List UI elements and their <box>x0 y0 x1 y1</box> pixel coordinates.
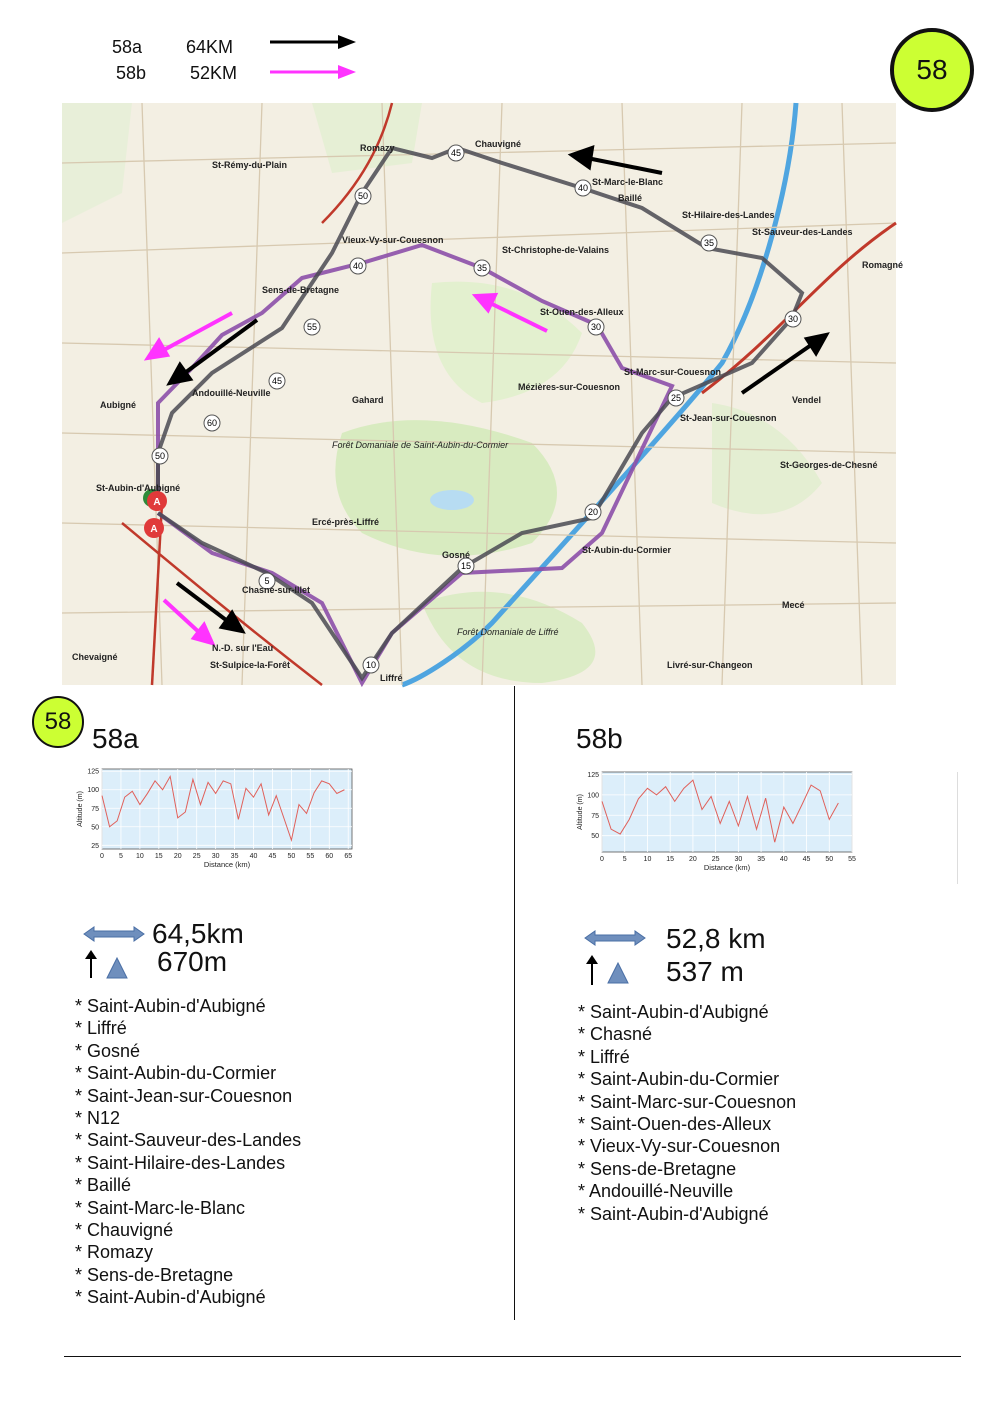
x-tick-label: 50 <box>825 856 834 863</box>
route-map[interactable] <box>62 103 904 685</box>
map-illustration <box>62 103 904 685</box>
x-tick-label: 5 <box>622 856 627 863</box>
list-item: * Saint-Aubin-du-Cormier <box>75 1062 301 1084</box>
svg-text:Chauvigné: Chauvigné <box>475 139 522 149</box>
legend-code-58b: 58b <box>116 63 147 83</box>
svg-text:30: 30 <box>590 322 602 332</box>
elevation-icon <box>83 950 133 980</box>
x-tick-label: 40 <box>249 853 258 860</box>
route-a-distance: 64,5km <box>152 918 244 949</box>
chart-edge-divider <box>957 772 958 884</box>
svg-text:St-Marc-sur-Couesnon: St-Marc-sur-Couesnon <box>624 367 722 377</box>
svg-text:50: 50 <box>357 191 369 201</box>
svg-text:Ercé-près-Liffré: Ercé-près-Liffré <box>312 517 380 527</box>
x-tick-label: 30 <box>211 853 220 860</box>
list-item: * Saint-Aubin-d'Aubigné <box>578 1001 796 1023</box>
x-tick-label: 65 <box>344 853 353 860</box>
list-item: * Saint-Aubin-du-Cormier <box>578 1068 796 1090</box>
y-tick-label: 125 <box>587 771 599 779</box>
svg-text:45: 45 <box>450 148 462 158</box>
x-tick-label: 20 <box>689 856 697 863</box>
x-tick-label: 30 <box>734 856 743 863</box>
list-item: * Liffré <box>75 1017 301 1039</box>
svg-text:Mecé: Mecé <box>782 600 805 610</box>
x-tick-label: 15 <box>154 853 163 860</box>
svg-text:10: 10 <box>365 660 377 670</box>
route-number-badge: 58 <box>890 28 974 112</box>
list-item: * Liffré <box>578 1046 796 1068</box>
svg-text:40: 40 <box>352 261 364 271</box>
list-item: * Saint-Aubin-d'Aubigné <box>578 1203 796 1225</box>
list-item: * Saint-Aubin-d'Aubigné <box>75 1286 301 1308</box>
svg-text:35: 35 <box>703 238 715 248</box>
svg-text:St-Jean-sur-Couesnon: St-Jean-sur-Couesnon <box>680 413 777 423</box>
plot-area <box>602 772 852 852</box>
x-tick-label: 0 <box>100 853 104 860</box>
svg-text:A: A <box>150 524 158 535</box>
x-tick-label: 10 <box>135 853 144 860</box>
route-number-badge-small: 58 <box>32 696 84 748</box>
column-divider <box>514 686 515 1320</box>
list-item: * Vieux-Vy-sur-Couesnon <box>578 1135 796 1157</box>
svg-text:15: 15 <box>460 561 472 571</box>
list-item: * Saint-Hilaire-des-Landes <box>75 1152 301 1174</box>
svg-text:35: 35 <box>476 263 488 273</box>
svg-text:Andouillé-Neuville: Andouillé-Neuville <box>192 388 271 398</box>
list-item: * Saint-Sauveur-des-Landes <box>75 1129 301 1151</box>
x-tick-label: 25 <box>711 856 720 863</box>
y-tick-label: 125 <box>87 768 99 776</box>
svg-text:Forêt Domaniale de Liffré: Forêt Domaniale de Liffré <box>457 627 559 637</box>
route-b-title: 58b <box>576 723 623 754</box>
svg-text:St-Georges-de-Chesné: St-Georges-de-Chesné <box>780 460 878 470</box>
svg-text:St-Sauveur-des-Landes: St-Sauveur-des-Landes <box>752 227 853 237</box>
x-tick-label: 60 <box>325 853 334 860</box>
legend-arrow-black-icon <box>268 32 360 52</box>
y-axis-label: Altitude (m) <box>77 791 84 827</box>
list-item: * Saint-Ouen-des-Alleux <box>578 1113 796 1135</box>
svg-text:60: 60 <box>206 418 218 428</box>
svg-text:20: 20 <box>587 507 599 517</box>
legend-code-58a: 58a <box>112 37 143 57</box>
svg-text:St-Christophe-de-Valains: St-Christophe-de-Valains <box>502 245 610 255</box>
list-item: * Saint-Marc-sur-Couesnon <box>578 1091 796 1113</box>
y-tick-label: 50 <box>91 824 99 832</box>
list-item: * Saint-Aubin-d'Aubigné <box>75 995 301 1017</box>
svg-text:50: 50 <box>154 451 166 461</box>
svg-text:Gahard: Gahard <box>352 395 384 405</box>
svg-text:25: 25 <box>670 393 682 403</box>
x-tick-label: 10 <box>643 856 652 863</box>
x-tick-label: 40 <box>779 856 788 863</box>
svg-text:St-Sulpice-la-Forêt: St-Sulpice-la-Forêt <box>210 660 291 670</box>
y-tick-label: 100 <box>587 792 599 800</box>
svg-text:Forêt Domaniale de Saint-Aubin: Forêt Domaniale de Saint-Aubin-du-Cormier <box>332 440 509 450</box>
footer-rule <box>64 1356 961 1357</box>
svg-text:Aubigné: Aubigné <box>100 400 136 410</box>
x-tick-label: 50 <box>287 853 296 860</box>
route-a-stops <box>75 995 301 1309</box>
svg-text:Vieux-Vy-sur-Couesnon: Vieux-Vy-sur-Couesnon <box>342 235 444 245</box>
svg-text:St-Aubin-du-Cormier: St-Aubin-du-Cormier <box>582 545 671 555</box>
svg-text:30: 30 <box>787 314 799 324</box>
route-a-elevation: 670m <box>157 946 228 977</box>
elevation-chart-58b <box>574 768 864 883</box>
y-tick-label: 50 <box>591 833 599 841</box>
svg-text:St-Ouen-des-Alleux: St-Ouen-des-Alleux <box>540 307 624 317</box>
svg-text:40: 40 <box>577 183 589 193</box>
distance-arrow-icon <box>82 925 146 943</box>
svg-text:Liffré: Liffré <box>380 673 403 683</box>
distance-arrow-icon <box>583 929 647 947</box>
x-tick-label: 20 <box>173 853 182 860</box>
y-tick-label: 75 <box>91 805 99 813</box>
svg-text:Mézières-sur-Couesnon: Mézières-sur-Couesnon <box>518 382 621 392</box>
x-tick-label: 25 <box>192 853 201 860</box>
y-tick-label: 75 <box>591 812 599 820</box>
svg-text:Gosné: Gosné <box>442 550 471 560</box>
list-item: * Sens-de-Bretagne <box>75 1264 301 1286</box>
route-b-elevation: 537 m <box>666 956 744 987</box>
list-item: * Saint-Marc-le-Blanc <box>75 1197 301 1219</box>
list-item: * Chauvigné <box>75 1219 301 1241</box>
svg-text:St-Aubin-d'Aubigné: St-Aubin-d'Aubigné <box>96 483 181 493</box>
svg-text:Vendel: Vendel <box>792 395 822 405</box>
legend-distance-58a: 64KM <box>186 37 234 57</box>
route-a-title: 58a <box>92 723 139 754</box>
route-b-stops <box>578 1001 796 1225</box>
svg-text:Livré-sur-Changeon: Livré-sur-Changeon <box>667 660 753 670</box>
list-item: * Chasné <box>578 1023 796 1045</box>
x-tick-label: 35 <box>757 856 765 863</box>
list-item: * Gosné <box>75 1040 301 1062</box>
list-item: * N12 <box>75 1107 301 1129</box>
svg-text:5: 5 <box>264 576 270 586</box>
svg-text:Sens-de-Bretagne: Sens-de-Bretagne <box>262 285 340 295</box>
svg-text:Romagné: Romagné <box>862 260 904 270</box>
x-tick-label: 5 <box>118 853 123 860</box>
list-item: * Saint-Jean-sur-Couesnon <box>75 1085 301 1107</box>
y-axis-label: Altitude (m) <box>577 794 584 830</box>
x-tick-label: 45 <box>802 856 811 863</box>
legend-arrow-magenta-icon <box>268 62 360 82</box>
elevation-icon <box>584 955 634 987</box>
list-item: * Baillé <box>75 1174 301 1196</box>
svg-text:45: 45 <box>271 376 283 386</box>
route-b-distance: 52,8 km <box>666 923 766 954</box>
list-item: * Sens-de-Bretagne <box>578 1158 796 1180</box>
svg-text:Baillé: Baillé <box>618 193 643 203</box>
svg-text:St-Rémy-du-Plain: St-Rémy-du-Plain <box>212 160 288 170</box>
x-tick-label: 35 <box>230 853 239 860</box>
svg-text:A: A <box>153 497 161 508</box>
list-item: * Romazy <box>75 1241 301 1263</box>
y-tick-label: 100 <box>87 787 99 795</box>
x-tick-label: 45 <box>268 853 277 860</box>
svg-text:N.-D. sur l'Eau: N.-D. sur l'Eau <box>212 643 274 653</box>
svg-text:55: 55 <box>306 322 318 332</box>
svg-text:St-Hilaire-des-Landes: St-Hilaire-des-Landes <box>682 210 775 220</box>
list-item: * Andouillé-Neuville <box>578 1180 796 1202</box>
x-tick-label: 55 <box>848 856 856 863</box>
svg-text:Chasné-sur-Illet: Chasné-sur-Illet <box>242 585 311 595</box>
x-tick-label: 55 <box>306 853 315 860</box>
x-axis-label: Distance (km) <box>203 860 251 869</box>
svg-text:St-Marc-le-Blanc: St-Marc-le-Blanc <box>592 177 664 187</box>
y-tick-label: 25 <box>91 842 99 850</box>
svg-text:Romazy: Romazy <box>360 143 395 153</box>
x-axis-label: Distance (km) <box>703 863 751 872</box>
x-tick-label: 15 <box>666 856 675 863</box>
x-tick-label: 0 <box>600 856 604 863</box>
elevation-chart-58a <box>74 765 364 880</box>
legend-distance-58b: 52KM <box>190 63 238 83</box>
svg-text:Chevaigné: Chevaigné <box>72 652 118 662</box>
